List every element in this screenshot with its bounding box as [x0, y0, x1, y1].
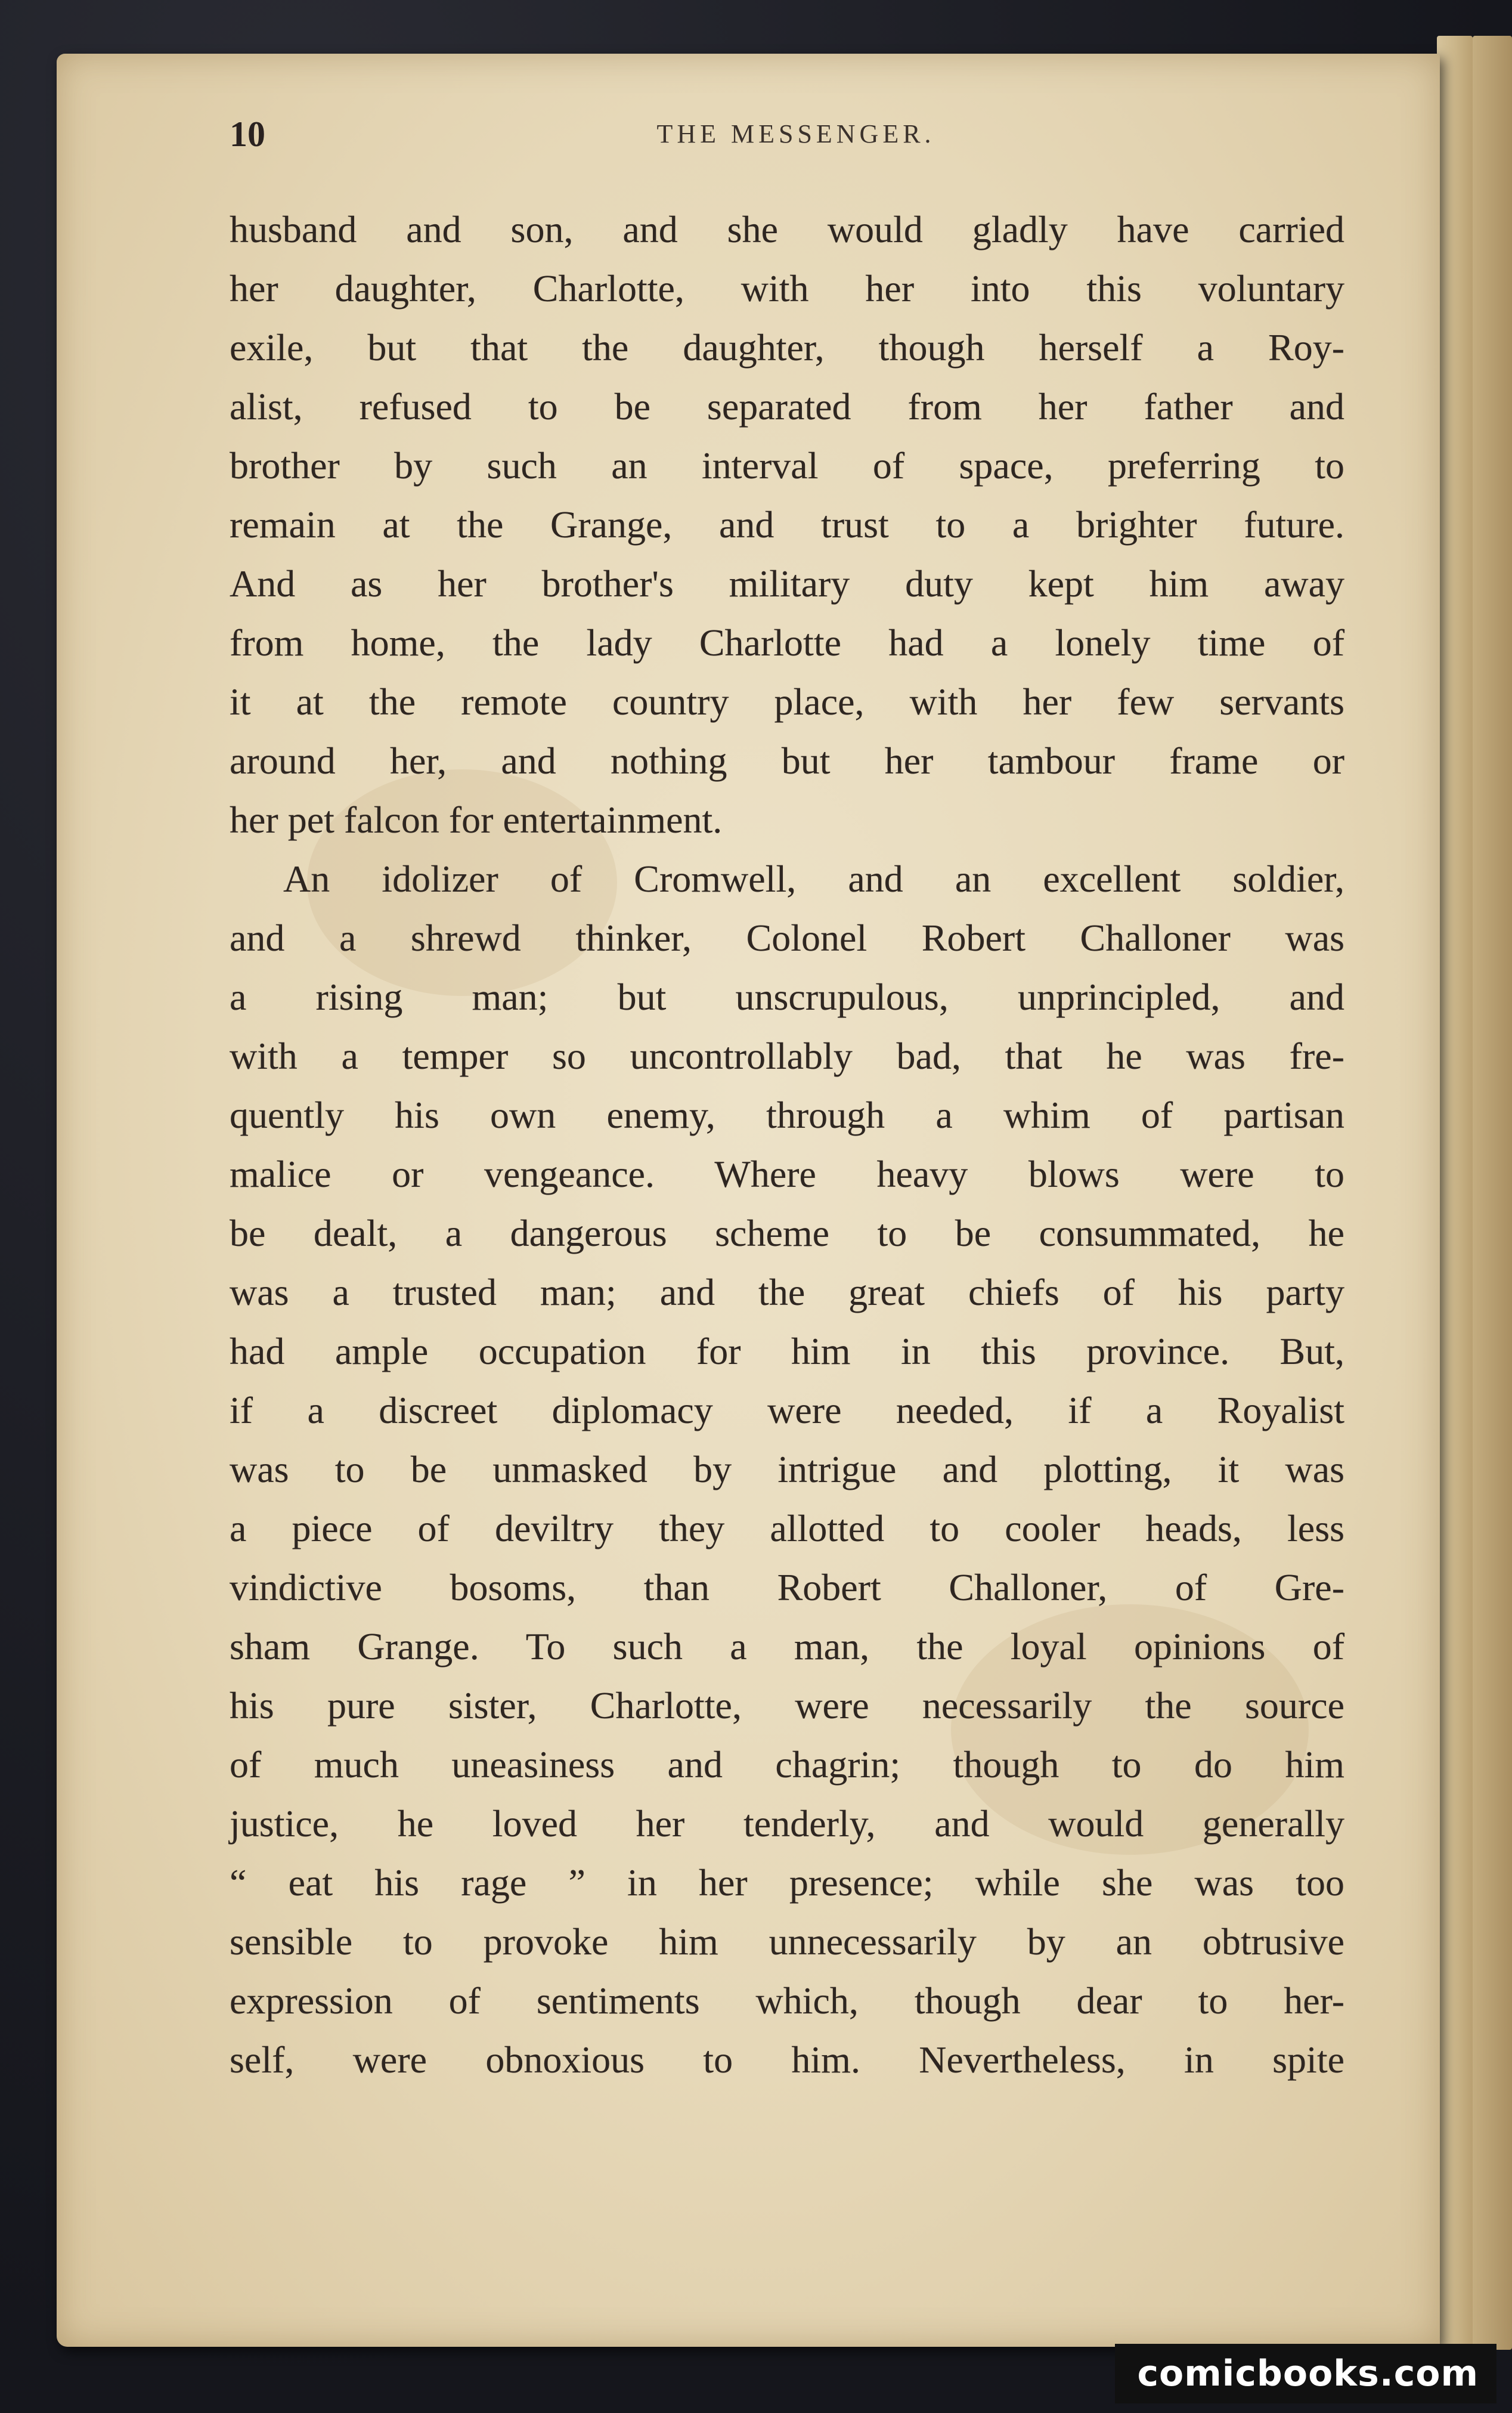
text-line: it at the remote country place, with her few servants	[230, 680, 1344, 723]
running-title: THE MESSENGER.	[656, 119, 935, 149]
text-line: husband and son, and she would gladly have carried	[230, 208, 1344, 250]
text-line: her daughter, Charlotte, with her into this voluntary	[230, 267, 1344, 310]
text-line: was a trusted man; and the great chiefs of his party	[230, 1271, 1344, 1313]
body-text	[230, 200, 1344, 2089]
text-line: remain at the Grange, and trust to a brighter future.	[230, 503, 1344, 546]
text-line: with a temper so uncontrollably bad, that he was fre-	[230, 1035, 1344, 1077]
text-line: a piece of deviltry they allotted to cooler heads, less	[230, 1507, 1344, 1549]
text-line: exile, but that the daughter, though herself a Roy-	[230, 326, 1344, 369]
text-line: justice, he loved her tenderly, and would generally	[230, 1802, 1344, 1845]
page-header	[230, 110, 1362, 158]
book-spine-edge	[1473, 36, 1512, 2350]
text-line: sham Grange. To such a man, the loyal opinions of	[230, 1625, 1344, 1668]
text-line: his pure sister, Charlotte, were necessarily the source	[230, 1684, 1344, 1727]
text-line: self, were obnoxious to him. Nevertheless, in spite	[230, 2038, 1344, 2081]
text-line: brother by such an interval of space, preferring to	[230, 444, 1344, 487]
text-line: sensible to provoke him unnecessarily by an obtrusive	[230, 1920, 1344, 1963]
text-line: alist, refused to be separated from her father and	[230, 385, 1344, 428]
text-line: of much uneasiness and chagrin; though to do him	[230, 1743, 1344, 1786]
page-number: 10	[230, 115, 265, 154]
text-line: vindictive bosoms, than Robert Challoner, of Gre-	[230, 1566, 1344, 1608]
text-line: malice or vengeance. Where heavy blows were to	[230, 1153, 1344, 1195]
text-line: And as her brother's military duty kept him away	[230, 562, 1344, 605]
text-line: was to be unmasked by intrigue and plotting, it was	[230, 1448, 1344, 1490]
text-line: from home, the lady Charlotte had a lonely time of	[230, 621, 1344, 664]
text-line: if a discreet diplomacy were needed, if a Royalist	[230, 1389, 1344, 1431]
text-line: her pet falcon for entertainment.	[230, 799, 723, 841]
text-line: and a shrewd thinker, Colonel Robert Challoner was	[230, 917, 1344, 959]
text-line: around her, and nothing but her tambour frame or	[230, 740, 1344, 782]
adjacent-page-edge	[1437, 36, 1473, 2350]
text-line: a rising man; but unscrupulous, unprincipled, and	[230, 976, 1344, 1018]
text-line: had ample occupation for him in this province. But,	[230, 1330, 1344, 1372]
text-line: expression of sentiments which, though dear to her-	[230, 1979, 1344, 2022]
text-line: quently his own enemy, through a whim of partisan	[230, 1094, 1344, 1136]
text-line: “ eat his rage ” in her presence; while she was too	[230, 1861, 1344, 1904]
text-line: An idolizer of Cromwell, and an excellent soldier,	[283, 858, 1344, 900]
text-line: be dealt, a dangerous scheme to be consummated, he	[230, 1212, 1344, 1254]
site-watermark: comicbooks.com	[1115, 2344, 1496, 2403]
